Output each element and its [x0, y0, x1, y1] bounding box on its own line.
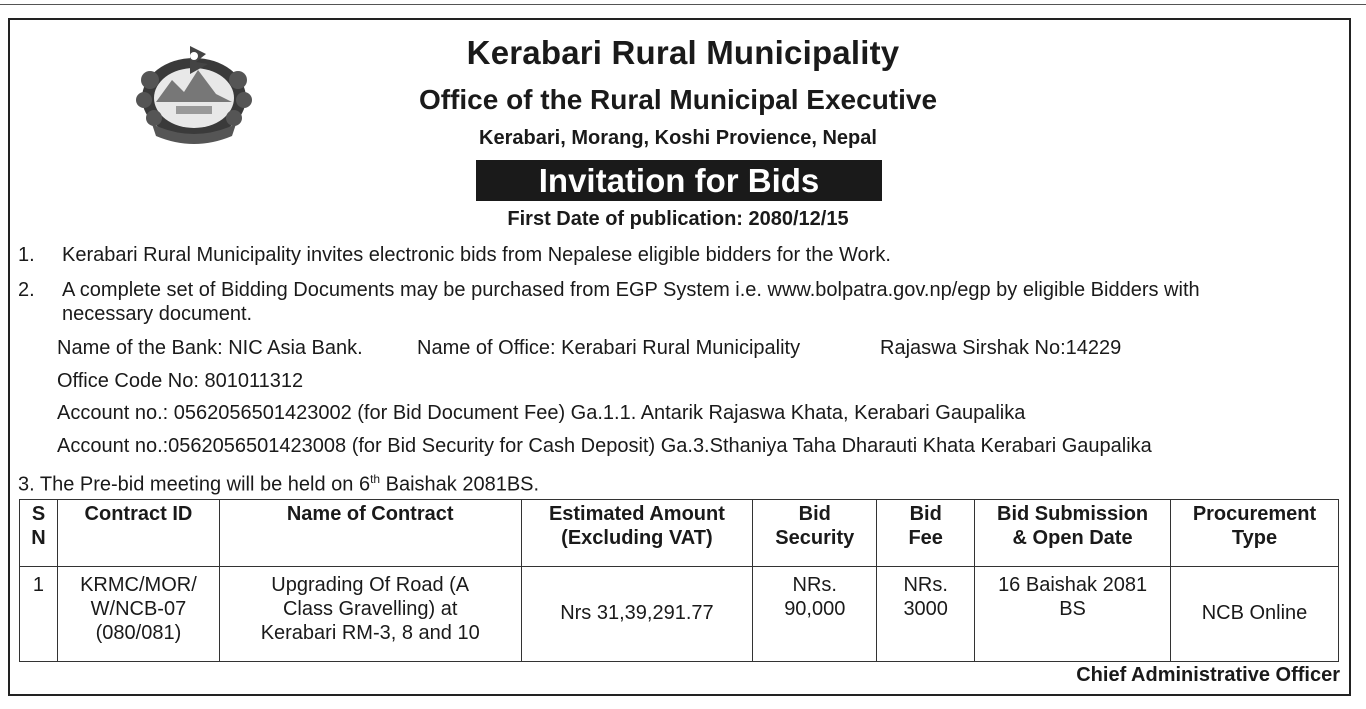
table-header-row: [20, 500, 1339, 567]
item-3-text: [18, 467, 539, 498]
header-bid-fee: Bid Fee: [877, 500, 975, 567]
cell-estimated-amount: Nrs 31,39,291.77: [521, 567, 753, 662]
header-sn: S N: [20, 500, 58, 567]
cell-procurement-type: NCB Online: [1171, 567, 1339, 662]
item-2-line-1: A complete set of Bidding Documents may be purchased from EGP System i.e. www.bolpatra.gov.np/egp by eligible Bidders with: [62, 279, 1200, 301]
bid-table: [19, 499, 1339, 662]
cell-bid-fee: NRs. 3000: [877, 567, 975, 662]
cell-submission-date: 16 Baishak 2081 BS: [975, 567, 1171, 662]
account-2: Account no.:0562056501423008 (for Bid Security for Cash Deposit) Ga.3.Sthaniya Taha Dharauti Khata Kerabari Gaupalika: [57, 435, 1152, 457]
header-contract-id: Contract ID: [57, 500, 219, 567]
municipality-title: Kerabari Rural Municipality: [466, 34, 900, 71]
table-row: [20, 567, 1339, 662]
item-3-superscript: th: [370, 472, 381, 486]
header-contract-name: Name of Contract: [219, 500, 521, 567]
header-bid-security: Bid Security: [753, 500, 877, 567]
top-rule: [0, 4, 1366, 5]
office-title: Office of the Rural Municipal Executive: [418, 84, 938, 115]
cell-contract-id: KRMC/MOR/ W/NCB-07 (080/081): [57, 567, 219, 662]
signature-title: Chief Administrative Officer: [1076, 664, 1340, 686]
bank-name: Name of the Bank: NIC Asia Bank.: [57, 337, 363, 359]
office-name: Name of Office: Kerabari Rural Municipality: [417, 337, 801, 359]
header-procurement-type: Procurement Type: [1171, 500, 1339, 567]
rajaswa-sirshak: Rajaswa Sirshak No:14229: [880, 337, 1122, 359]
item-3-suffix: Baishak 2081BS.: [380, 473, 540, 496]
cell-contract-name: Upgrading Of Road (A Class Gravelling) at Kerabari RM-3, 8 and 10: [219, 567, 521, 662]
cell-bid-security: NRs. 90,000: [753, 567, 877, 662]
header-estimated-amount: Estimated Amount (Excluding VAT): [521, 500, 753, 567]
account-1: Account no.: 0562056501423002 (for Bid Document Fee) Ga.1.1. Antarik Rajaswa Khata, Kerabari Gaupalika: [57, 402, 1026, 424]
item-3-prefix: 3. The Pre-bid meeting will be held on 6: [18, 473, 371, 496]
address-line: Kerabari, Morang, Koshi Provience, Nepal: [479, 127, 877, 149]
notice-type-banner: Invitation for Bids: [476, 160, 882, 201]
office-code: Office Code No: 801011312: [57, 370, 304, 392]
publication-date: First Date of publication: 2080/12/15: [507, 208, 849, 230]
item-2-line-2: necessary document.: [62, 303, 253, 325]
item-1-number: 1.: [18, 244, 35, 266]
header-submission-date: Bid Submission & Open Date: [975, 500, 1171, 567]
item-2-number: 2.: [18, 279, 35, 301]
cell-sn: 1: [20, 567, 58, 662]
item-1-text: Kerabari Rural Municipality invites electronic bids from Nepalese eligible bidders for the Work.: [62, 244, 891, 266]
